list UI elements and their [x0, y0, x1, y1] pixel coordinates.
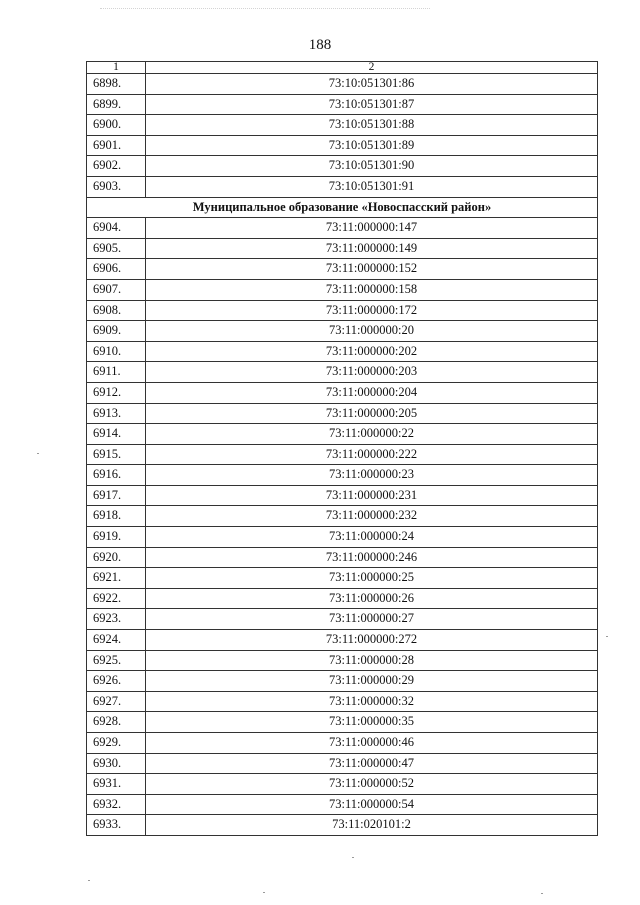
- cadastral-number-cell: 73:11:020101:2: [146, 815, 598, 836]
- row-number-cell: 6906.: [87, 259, 146, 280]
- table-row: [87, 279, 598, 300]
- table-row: [87, 403, 598, 424]
- cadastral-number-cell: 73:11:000000:32: [146, 691, 598, 712]
- cadastral-number-cell: 73:11:000000:172: [146, 300, 598, 321]
- table-row: [87, 733, 598, 754]
- row-number-cell: 6917.: [87, 485, 146, 506]
- table-row: [87, 815, 598, 836]
- scan-speck: [352, 857, 354, 858]
- table-row: [87, 115, 598, 136]
- row-number-cell: 6904.: [87, 218, 146, 239]
- cadastral-number-cell: 73:11:000000:23: [146, 465, 598, 486]
- table-row: [87, 568, 598, 589]
- cadastral-number-cell: 73:11:000000:203: [146, 362, 598, 383]
- cadastral-number-cell: 73:10:051301:86: [146, 74, 598, 95]
- table-row: [87, 382, 598, 403]
- table-row: [87, 671, 598, 692]
- cadastral-number-cell: 73:11:000000:47: [146, 753, 598, 774]
- table-row: [87, 691, 598, 712]
- table-row: [87, 712, 598, 733]
- row-number-cell: 6916.: [87, 465, 146, 486]
- row-number-cell: 6918.: [87, 506, 146, 527]
- table-row: [87, 527, 598, 548]
- cadastral-number-cell: 73:11:000000:26: [146, 588, 598, 609]
- cadastral-number-cell: 73:11:000000:231: [146, 485, 598, 506]
- scan-speck: [263, 892, 265, 893]
- cadastral-number-cell: 73:10:051301:90: [146, 156, 598, 177]
- scan-speck: [541, 893, 543, 894]
- table-row: [87, 300, 598, 321]
- row-number-cell: 6900.: [87, 115, 146, 136]
- scan-speck: [37, 453, 39, 454]
- section-title: Муниципальное образование «Новоспасский район»: [87, 197, 598, 218]
- table-row: [87, 259, 598, 280]
- row-number-cell: 6919.: [87, 527, 146, 548]
- cadastral-number-cell: 73:11:000000:222: [146, 444, 598, 465]
- cadastral-number-cell: 73:11:000000:24: [146, 527, 598, 548]
- row-number-cell: 6912.: [87, 382, 146, 403]
- rows-before-section: [87, 74, 598, 198]
- cadastral-number-cell: 73:11:000000:204: [146, 382, 598, 403]
- table-row: [87, 321, 598, 342]
- row-number-cell: 6899.: [87, 94, 146, 115]
- row-number-cell: 6907.: [87, 279, 146, 300]
- table-row: [87, 650, 598, 671]
- cadastral-number-cell: 73:11:000000:147: [146, 218, 598, 239]
- column-header-number: 1: [87, 62, 146, 74]
- table-row: [87, 794, 598, 815]
- cadastral-number-cell: 73:11:000000:29: [146, 671, 598, 692]
- row-number-cell: 6910.: [87, 341, 146, 362]
- row-number-cell: 6923.: [87, 609, 146, 630]
- row-number-cell: 6933.: [87, 815, 146, 836]
- cadastral-number-cell: 73:10:051301:91: [146, 176, 598, 197]
- row-number-cell: 6903.: [87, 176, 146, 197]
- row-number-cell: 6921.: [87, 568, 146, 589]
- cadastral-number-cell: 73:11:000000:25: [146, 568, 598, 589]
- cadastral-table: [86, 61, 598, 836]
- row-number-cell: 6929.: [87, 733, 146, 754]
- row-number-cell: 6911.: [87, 362, 146, 383]
- cadastral-number-cell: 73:10:051301:89: [146, 135, 598, 156]
- table-row: [87, 218, 598, 239]
- table-row: [87, 609, 598, 630]
- table-row: [87, 424, 598, 445]
- cadastral-number-cell: 73:10:051301:88: [146, 115, 598, 136]
- scan-speck: [606, 636, 608, 637]
- table-row: [87, 774, 598, 795]
- row-number-cell: 6915.: [87, 444, 146, 465]
- page-number: 188: [308, 37, 332, 53]
- cadastral-number-cell: 73:11:000000:158: [146, 279, 598, 300]
- row-number-cell: 6922.: [87, 588, 146, 609]
- cadastral-number-cell: 73:11:000000:149: [146, 238, 598, 259]
- cadastral-number-cell: 73:11:000000:27: [146, 609, 598, 630]
- cadastral-number-cell: 73:11:000000:35: [146, 712, 598, 733]
- row-number-cell: 6920.: [87, 547, 146, 568]
- table-row: [87, 506, 598, 527]
- cadastral-number-cell: 73:11:000000:152: [146, 259, 598, 280]
- table-row: [87, 547, 598, 568]
- row-number-cell: 6928.: [87, 712, 146, 733]
- table-header-row: [87, 62, 598, 74]
- table-row: [87, 588, 598, 609]
- column-header-cadastral: 2: [146, 62, 598, 74]
- cadastral-number-cell: 73:10:051301:87: [146, 94, 598, 115]
- cadastral-number-cell: 73:11:000000:52: [146, 774, 598, 795]
- row-number-cell: 6925.: [87, 650, 146, 671]
- table-row: [87, 156, 598, 177]
- cadastral-number-cell: 73:11:000000:22: [146, 424, 598, 445]
- cadastral-number-cell: 73:11:000000:28: [146, 650, 598, 671]
- table-row: [87, 341, 598, 362]
- table-row: [87, 238, 598, 259]
- cadastral-number-cell: 73:11:000000:246: [146, 547, 598, 568]
- cadastral-number-cell: 73:11:000000:20: [146, 321, 598, 342]
- table-row: [87, 444, 598, 465]
- row-number-cell: 6898.: [87, 74, 146, 95]
- cadastral-number-cell: 73:11:000000:46: [146, 733, 598, 754]
- cadastral-number-cell: 73:11:000000:232: [146, 506, 598, 527]
- row-number-cell: 6914.: [87, 424, 146, 445]
- row-number-cell: 6908.: [87, 300, 146, 321]
- table-row: [87, 465, 598, 486]
- row-number-cell: 6902.: [87, 156, 146, 177]
- cadastral-number-cell: 73:11:000000:205: [146, 403, 598, 424]
- cadastral-number-cell: 73:11:000000:54: [146, 794, 598, 815]
- cadastral-number-cell: 73:11:000000:202: [146, 341, 598, 362]
- scan-speck: [88, 880, 90, 881]
- scan-header-marks: [100, 8, 430, 13]
- table-row: [87, 753, 598, 774]
- row-number-cell: 6924.: [87, 630, 146, 651]
- row-number-cell: 6909.: [87, 321, 146, 342]
- row-number-cell: 6931.: [87, 774, 146, 795]
- table-row: [87, 630, 598, 651]
- section-header-row: [87, 197, 598, 218]
- table-row: [87, 176, 598, 197]
- row-number-cell: 6905.: [87, 238, 146, 259]
- row-number-cell: 6913.: [87, 403, 146, 424]
- table-row: [87, 135, 598, 156]
- row-number-cell: 6930.: [87, 753, 146, 774]
- table-row: [87, 94, 598, 115]
- table-row: [87, 485, 598, 506]
- cadastral-number-cell: 73:11:000000:272: [146, 630, 598, 651]
- table-row: [87, 362, 598, 383]
- table-row: [87, 74, 598, 95]
- row-number-cell: 6901.: [87, 135, 146, 156]
- rows-after-section: [87, 218, 598, 836]
- row-number-cell: 6926.: [87, 671, 146, 692]
- row-number-cell: 6932.: [87, 794, 146, 815]
- row-number-cell: 6927.: [87, 691, 146, 712]
